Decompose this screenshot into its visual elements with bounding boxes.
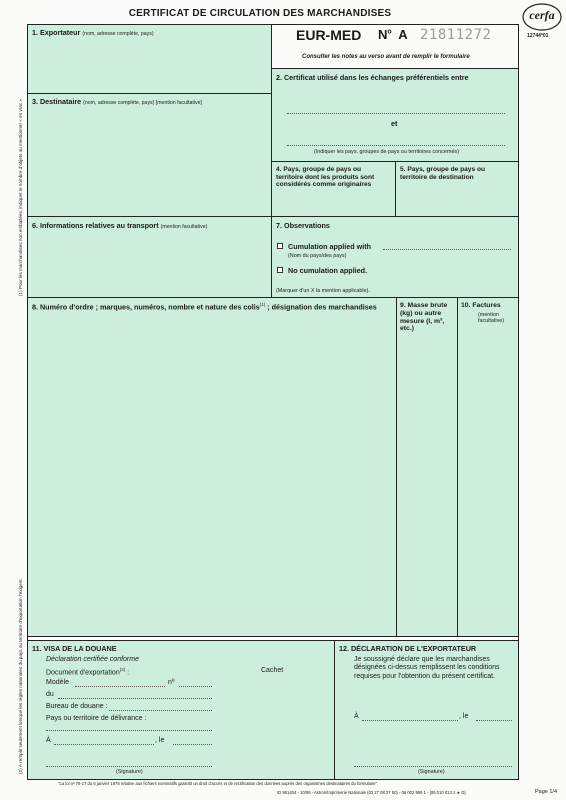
box11-document [46, 667, 129, 676]
divider-row3 [27, 216, 519, 217]
certificate-serial: 21811272 [420, 27, 492, 43]
box4-label: 4. Pays, groupe de pays ou territoire dont les produits sont considérés comme originaires [276, 166, 375, 189]
box11-modele-line [75, 686, 165, 687]
box8-label [32, 302, 392, 312]
box11-sig-line [46, 766, 212, 767]
divider-b9-b10 [457, 297, 458, 637]
box2-field[interactable] [272, 69, 518, 161]
box12-text: Je soussigné déclare que les marchandises désignées ci-dessus remplissent les conditions requises pour l'obtention du présent certificat. [354, 656, 500, 680]
divider-row5 [27, 636, 519, 637]
box12-label: 12. DÉCLARATION DE L'EXPORTATEUR [339, 644, 477, 653]
box12-sig-line [354, 766, 512, 767]
box11-document-colon: : [125, 669, 130, 677]
eurmed-title: EUR-MED [296, 27, 362, 43]
box11-du: du [46, 691, 54, 698]
box10-sub: (mention facultative) [478, 312, 505, 325]
box8-sup: (1) [259, 302, 266, 307]
box11-pays-line [46, 730, 212, 731]
box9-field[interactable] [397, 298, 457, 636]
box2-label: 2. Certificat utilisé dans les échanges préférentiels entre [276, 73, 469, 82]
box6-label [32, 222, 207, 231]
side-note-bottom: (2) À remplir seulement lorsque les règles nationales du pays ou territoire d'exportation l'exigent. [18, 578, 23, 774]
no-cumulation-label: No cumulation applied. [288, 266, 368, 275]
box12-le: , le [459, 713, 469, 720]
box6-title: 6. Informations relatives au transport [32, 221, 159, 230]
box11-declaration: Déclaration certifiée conforme [46, 656, 139, 663]
number-label-sup: o [387, 28, 392, 36]
box11-a: À [46, 737, 51, 744]
header-note: Consulter les notes au verso avant de remplir le formulaire [302, 54, 470, 60]
box3-label [32, 98, 202, 107]
divider-b1 [27, 93, 272, 94]
form-code: 12744*01 [527, 33, 549, 39]
cumulation-line [383, 249, 511, 250]
side-note-top: (1) Pour les marchandises non emballées, indiquer le nombre d'objets ou mentionner « en vrac ». [18, 97, 23, 296]
form-title: CERTIFICAT DE CIRCULATION DES MARCHANDISES [128, 8, 392, 19]
box12-a-line [362, 720, 458, 721]
box7-label: 7. Observations [276, 221, 330, 230]
box11-no-line [179, 686, 212, 687]
box12-signature: (Signature) [418, 769, 445, 775]
box8-title-end: ; désignation des marchandises [265, 302, 377, 312]
box11-le: , le [155, 737, 165, 744]
box6-sub: (mention facultative) [160, 224, 208, 230]
number-label: N [378, 27, 388, 42]
cumulation-label: Cumulation applied with [288, 242, 372, 251]
box11-cachet: Cachet [261, 667, 284, 674]
box8-field[interactable] [28, 298, 396, 636]
box1-sub: (nom, adresse complète, pays) [82, 31, 154, 37]
cerfa-logo [522, 2, 562, 32]
cumulation-checkbox[interactable] [277, 243, 283, 249]
box3-field[interactable] [28, 94, 271, 216]
box11-document-sup: (2) [119, 667, 126, 672]
box11-du-line [58, 698, 212, 699]
box7-hint: (Marquer d'un X la mention applicable). [276, 288, 370, 294]
divider-row5b [27, 640, 519, 641]
box11-pays: Pays ou territoire de délivrance : [46, 715, 147, 722]
certificate-number-label [378, 27, 408, 42]
box2-et: et [391, 119, 398, 128]
box2-line2 [287, 145, 505, 146]
divider-header [271, 68, 519, 69]
box3-sub: (nom, adresse complète, pays) [mention facultative] [83, 100, 202, 106]
box1-title: 1. Exportateur [32, 28, 81, 37]
box11-bureau-line [109, 710, 212, 711]
box5-label: 5. Pays, groupe de pays ou territoire de destination [400, 166, 486, 181]
footer-law: "La loi nº 78-17 du 6 janvier 1978 relative aux fichiers nominatifs garantit un droit d'accès et de rectification des données auprès des organismes destinataires du formulaire" [58, 781, 378, 786]
box10-field[interactable] [458, 298, 518, 636]
divider-b4-b5 [395, 161, 396, 217]
box11-label: 11. VISA DE LA DOUANE [32, 644, 117, 653]
divider-b8-b9 [396, 297, 397, 637]
box11-bureau: Bureau de douane : [46, 703, 108, 710]
box11-le-line [173, 744, 212, 745]
divider-row4 [27, 297, 519, 298]
no-cumulation-checkbox[interactable] [277, 267, 283, 273]
cumulation-hint: (Nom du pays/des pays) [288, 253, 347, 259]
box2-line1 [287, 113, 505, 114]
footer-page: Page 1/4 [535, 789, 558, 795]
cerfa-logo-text: cerfa [529, 8, 555, 22]
box12-a: À [354, 713, 359, 720]
footer-printer: ID 951404 - 10/06 - Astron/Imprimerie Nationale (03 27 08 27 50) - 06 002 959 1 - [06 010 013 1 ★ D] [277, 790, 466, 795]
box11-document-label: Document d'exportation [46, 669, 120, 677]
box9-label: 9. Masse brute (kg) ou autre mesure (l, m³, etc.) [400, 302, 448, 333]
box1-label [32, 29, 154, 38]
box12-le-line [476, 720, 512, 721]
box11-a-line [54, 744, 154, 745]
box3-title: 3. Destinataire [32, 97, 82, 106]
box11-no: nº [168, 679, 175, 686]
box11-signature: (Signature) [116, 769, 143, 775]
box11-modele: Modèle [46, 679, 69, 686]
box2-hint: (Indiquer les pays, groupes de pays ou territoires concernés) [314, 149, 460, 155]
box10-label: 10. Factures [461, 302, 501, 309]
box8-title: 8. Numéro d'ordre ; marques, numéros, nombre et nature des colis [32, 302, 260, 312]
divider-b11-b12 [334, 640, 335, 780]
series-letter: A [398, 27, 408, 42]
